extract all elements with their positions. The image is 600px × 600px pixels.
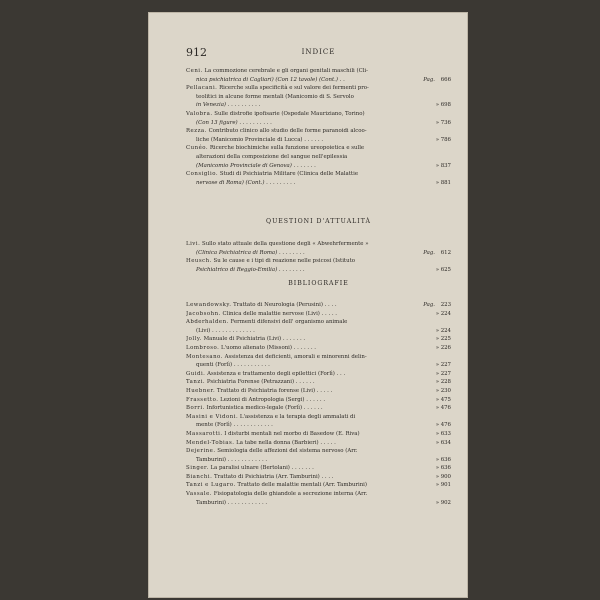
section-heading-bibliografie: BIBLIOGRAFIE bbox=[288, 280, 349, 287]
entry-page-number: » 634 bbox=[435, 439, 451, 446]
entry-line bbox=[186, 119, 451, 128]
entry-page-number: » 900 bbox=[435, 473, 451, 480]
entry-text: La paralisi ulnare (Bertolani) . . . . . . . bbox=[208, 465, 314, 472]
entry-line bbox=[186, 361, 451, 370]
entry-line bbox=[186, 413, 451, 422]
entry-author: Huebner. bbox=[186, 387, 216, 394]
entry-text: nica psichiatrica di Cagliari) (Con 12 tavole) (Cont.) . . bbox=[196, 76, 345, 83]
entry-line bbox=[186, 127, 451, 136]
index-entry bbox=[186, 67, 451, 84]
index-entry bbox=[186, 490, 451, 507]
entry-line bbox=[186, 378, 451, 387]
entry-author: Bianchi. bbox=[186, 473, 213, 480]
entry-page-number: » 901 bbox=[435, 482, 451, 489]
entry-author: Rezza. bbox=[186, 128, 207, 135]
entry-text: Tamburini) . . . . . . . . . . . . bbox=[196, 456, 268, 463]
entry-author: Valobra. bbox=[186, 110, 213, 117]
index-entry bbox=[186, 387, 451, 396]
entry-text: Studi di Psichiatria Militare (Clinica delle Malattie bbox=[218, 171, 359, 178]
entry-line bbox=[186, 370, 451, 379]
entry-line bbox=[186, 464, 451, 473]
entry-line bbox=[186, 404, 451, 413]
index-entry bbox=[186, 430, 451, 439]
index-entry bbox=[186, 404, 451, 413]
entry-line bbox=[186, 387, 451, 396]
entry-line bbox=[186, 170, 451, 179]
entry-page-number: » 225 bbox=[435, 336, 451, 343]
entry-line bbox=[186, 162, 451, 171]
entry-page-number: » 227 bbox=[435, 370, 451, 377]
entry-text: Tamburini) . . . . . . . . . . . . bbox=[196, 499, 268, 506]
index-entry bbox=[186, 447, 451, 464]
entry-line bbox=[186, 447, 451, 456]
index-section-articles bbox=[186, 67, 451, 187]
entry-text: Psichiatria Forense (Petrazzani) . . . . . . bbox=[205, 379, 315, 386]
entry-line bbox=[186, 257, 451, 266]
index-section-bibliografie bbox=[186, 301, 451, 507]
entry-page-number: » 633 bbox=[435, 430, 451, 437]
entry-page-number: » 636 bbox=[435, 456, 451, 463]
entry-text: Fermenti difensivi dell' organismo animale bbox=[228, 319, 348, 326]
entry-author: Pellacani. bbox=[186, 85, 218, 92]
entry-page-number: » 625 bbox=[435, 266, 451, 273]
entry-text: Sulle distrofie ipofisarie (Ospedale Mauriziano, Torino) bbox=[212, 110, 365, 117]
index-entry bbox=[186, 127, 451, 144]
entry-text: Clinica delle malattie nervose (Livi) . . . . . bbox=[220, 310, 338, 317]
entry-line bbox=[186, 421, 451, 430]
entry-line bbox=[186, 153, 451, 162]
index-section-questioni bbox=[186, 240, 451, 274]
index-entry bbox=[186, 370, 451, 379]
entry-text: Assistenza e trattamento degli epilettici (Forlì) . . . bbox=[205, 370, 346, 377]
entry-page-number: 612 bbox=[440, 249, 451, 256]
section-heading-questioni: QUESTIONI D'ATTUALITÀ bbox=[266, 218, 371, 225]
entry-author: Consiglio. bbox=[186, 171, 219, 178]
index-entry bbox=[186, 301, 451, 310]
entry-author: Jacobsohn. bbox=[186, 310, 221, 317]
entry-author: Lombroso. bbox=[186, 344, 220, 351]
entry-text: Trattato delle malattie mentali (Arr. Tamburini) bbox=[235, 482, 368, 489]
index-entry bbox=[186, 335, 451, 344]
entry-text: Infortunistica medico-legale (Forlì) . . . . . . bbox=[204, 405, 323, 412]
entry-line bbox=[186, 179, 451, 188]
entry-line bbox=[186, 310, 451, 319]
entry-page-number: » 224 bbox=[435, 327, 451, 334]
entry-line bbox=[186, 84, 451, 93]
index-entry bbox=[186, 310, 451, 319]
index-entry bbox=[186, 413, 451, 430]
entry-line bbox=[186, 353, 451, 362]
entry-author: Jolly. bbox=[186, 336, 202, 343]
entry-page-number: » 786 bbox=[435, 136, 451, 143]
entry-text: Ricerche sulla specificità e sul valore dei fermenti pro- bbox=[217, 85, 369, 92]
entry-text: quenti (Forlì) . . . . . . . . . . . bbox=[196, 362, 270, 369]
entry-line bbox=[186, 240, 451, 249]
entry-text: Ricerche biochimiche sulla funzione ureopoietica e sulle bbox=[208, 145, 365, 152]
index-entry bbox=[186, 240, 451, 257]
entry-page-number: » 698 bbox=[435, 102, 451, 109]
entry-text: Manuale di Psichiatria (Livi) . . . . . . . bbox=[201, 336, 306, 343]
entry-text: in Venezia) . . . . . . . . . . bbox=[196, 102, 261, 109]
entry-text: L'uomo alienato (Missoni) . . . . . . . bbox=[219, 344, 316, 351]
entry-author: Tanzi. bbox=[186, 379, 206, 386]
page-title: INDICE bbox=[301, 48, 336, 56]
index-entry bbox=[186, 170, 451, 187]
entry-page-number: » 224 bbox=[435, 310, 451, 317]
entry-page-number: » 230 bbox=[435, 387, 451, 394]
entry-line bbox=[186, 93, 451, 102]
entry-line bbox=[186, 481, 451, 490]
entry-line bbox=[186, 266, 451, 275]
entry-text: Fisiopatologia delle ghiandole a secrezione interna (Arr. bbox=[212, 491, 368, 498]
entry-text: Sullo stato attuale della questione degli « Abwehrfermente » bbox=[200, 241, 369, 247]
entry-text: Lezioni di Antropologia (Sergi) . . . . . . bbox=[218, 396, 326, 403]
entry-line bbox=[186, 430, 451, 439]
entry-line bbox=[186, 76, 451, 85]
entry-author: Guidi. bbox=[186, 370, 206, 377]
entry-text: (Manicomio Provinciale di Genova) . . . . . . . bbox=[196, 162, 316, 169]
book-page bbox=[148, 12, 468, 598]
entry-line bbox=[186, 144, 451, 153]
entry-page-number: » 227 bbox=[435, 362, 451, 369]
index-entry bbox=[186, 257, 451, 274]
entry-line bbox=[186, 499, 451, 508]
page-number: 912 bbox=[186, 46, 207, 59]
entry-author: Ceni. bbox=[186, 68, 203, 74]
index-entry bbox=[186, 110, 451, 127]
index-entry bbox=[186, 481, 451, 490]
entry-line bbox=[186, 456, 451, 465]
entry-text: L'assistenza e la terapia degli ammalati di bbox=[238, 413, 356, 420]
entry-page-number: » 228 bbox=[435, 379, 451, 386]
entry-text: Assistenza dei deficienti, amorali e minorenni delin- bbox=[222, 353, 367, 360]
entry-line bbox=[186, 439, 451, 448]
entry-line bbox=[186, 136, 451, 145]
entry-author: Heusch. bbox=[186, 258, 212, 265]
index-entry bbox=[186, 378, 451, 387]
index-entry bbox=[186, 318, 451, 335]
entry-text: Contributo clinico allo studio delle forme paranoidi alcoo- bbox=[206, 128, 367, 135]
entry-line bbox=[186, 249, 451, 258]
entry-line bbox=[186, 490, 451, 499]
entry-text: Trattato di Psichiatria forense (Livi) . . . . . bbox=[215, 387, 333, 394]
index-entry bbox=[186, 144, 451, 170]
entry-text: nervose di Roma) (Cont.) . . . . . . . . . bbox=[196, 179, 296, 186]
entry-author: Vassale. bbox=[186, 491, 212, 498]
entry-text: (Con 13 figure) . . . . . . . . . . bbox=[196, 119, 272, 126]
entry-text: Su le cause e i tipi di reazione nelle psicosi (Istituto bbox=[211, 258, 355, 265]
entry-line bbox=[186, 301, 451, 310]
index-entry bbox=[186, 353, 451, 370]
entry-line bbox=[186, 396, 451, 405]
entry-text: alterazioni della composizione del sangue nell'epilessia bbox=[196, 153, 348, 160]
entry-line bbox=[186, 318, 451, 327]
index-entry bbox=[186, 344, 451, 353]
entry-text: Trattato di Neurologia (Perusini) . . . . bbox=[231, 302, 337, 308]
entry-author: Cunéo. bbox=[186, 145, 209, 152]
entry-page-number: » 881 bbox=[435, 179, 451, 186]
page-prefix: Pag. bbox=[423, 249, 435, 256]
index-entry bbox=[186, 464, 451, 473]
entry-text: liche (Manicomio Provinciale di Lucca) . . . . . . bbox=[196, 136, 324, 143]
entry-text: Psichiatrico di Reggio-Emilia) . . . . . . . . bbox=[196, 266, 305, 273]
entry-page-number: » 902 bbox=[435, 499, 451, 506]
page-prefix: Pag. bbox=[423, 76, 435, 83]
entry-text: La tabe nella donna (Barbieri) . . . . . bbox=[234, 439, 336, 446]
entry-page-number: » 736 bbox=[435, 119, 451, 126]
entry-text: (Clinica Psichiatrica di Roma) . . . . . . . . bbox=[196, 249, 305, 256]
index-entry bbox=[186, 473, 451, 482]
entry-line bbox=[186, 327, 451, 336]
entry-text: I disturbi mentali nel morbo di Basedow (E. Riva) bbox=[222, 430, 360, 437]
page-prefix: Pag. bbox=[423, 302, 435, 308]
entry-line bbox=[186, 110, 451, 119]
entry-author: Dejerine. bbox=[186, 448, 216, 455]
entry-line bbox=[186, 335, 451, 344]
entry-author: Frassetto. bbox=[186, 396, 219, 403]
entry-page-number: 666 bbox=[440, 76, 451, 83]
entry-text: teolitici in alcune forme mentali (Manicomio di S. Servolo bbox=[196, 93, 354, 100]
entry-page-number: » 476 bbox=[435, 405, 451, 412]
entry-author: Massarotti. bbox=[186, 430, 223, 437]
entry-author: Livi. bbox=[186, 241, 201, 247]
entry-page-number: » 476 bbox=[435, 422, 451, 429]
entry-line bbox=[186, 67, 451, 76]
entry-line bbox=[186, 344, 451, 353]
entry-author: Abderhalden. bbox=[186, 319, 229, 326]
entry-page-number: » 837 bbox=[435, 162, 451, 169]
entry-text: La commozione cerebrale e gli organi genitali maschili (Cli- bbox=[202, 68, 368, 74]
entry-text: mente (Forlì) . . . . . . . . . . . . bbox=[196, 422, 273, 429]
entry-page-number: 223 bbox=[440, 302, 451, 308]
entry-line bbox=[186, 101, 451, 110]
entry-author: Singer. bbox=[186, 465, 209, 472]
entry-author: Tanzi e Lugaro. bbox=[186, 482, 236, 489]
entry-author: Borri. bbox=[186, 405, 205, 412]
entry-author: Montesano. bbox=[186, 353, 223, 360]
entry-text: Semiologia delle affezioni del sistema nervoso (Arr. bbox=[215, 448, 358, 455]
entry-author: Lewandowsky. bbox=[186, 302, 232, 308]
entry-author: Masini e Vidoni. bbox=[186, 413, 239, 420]
index-entry bbox=[186, 439, 451, 448]
entry-text: Trattato di Psichiatria (Arr. Tamburini) . . . . bbox=[212, 473, 334, 480]
index-entry bbox=[186, 84, 451, 110]
page-header bbox=[186, 46, 451, 60]
entry-page-number: » 636 bbox=[435, 465, 451, 472]
entry-author: Mendel-Tobias. bbox=[186, 439, 235, 446]
entry-text: (Livi) . . . . . . . . . . . . . bbox=[196, 327, 255, 334]
index-entry bbox=[186, 396, 451, 405]
entry-line bbox=[186, 473, 451, 482]
entry-page-number: » 226 bbox=[435, 344, 451, 351]
entry-page-number: » 475 bbox=[435, 396, 451, 403]
